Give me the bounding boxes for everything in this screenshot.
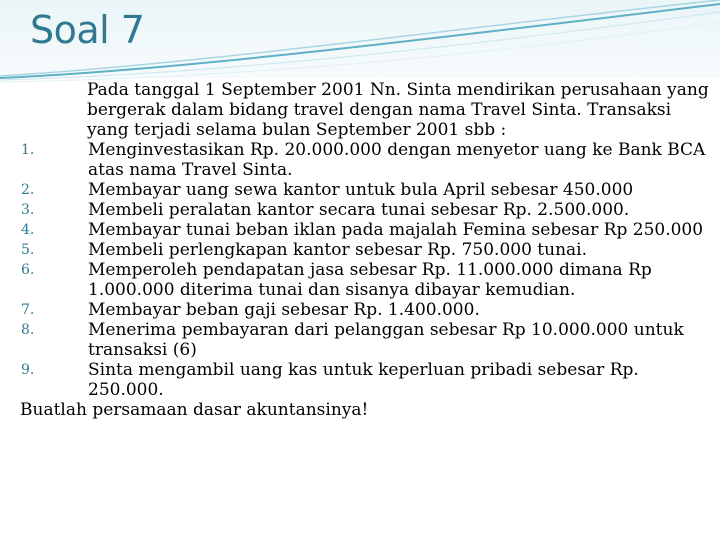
- list-item-number: 8.: [21, 322, 35, 338]
- list-item: [20, 180, 710, 200]
- list-item-text: Membayar uang sewa kantor untuk bula April sebesar 450.000: [88, 180, 634, 200]
- list-item: [20, 200, 710, 220]
- list-item: [20, 220, 710, 240]
- list-item-text: Membayar tunai beban iklan pada majalah Femina sebesar Rp 250.000: [88, 220, 704, 240]
- list-item: [20, 140, 710, 180]
- list-item-text: Membeli perlengkapan kantor sebesar Rp. 750.000 tunai.: [88, 240, 588, 260]
- list-item-number: 5.: [21, 242, 35, 258]
- slide-content: [20, 80, 710, 420]
- closing-instruction: Buatlah persamaan dasar akuntansinya!: [20, 400, 369, 420]
- list-item-text: Menerima pembayaran dari pelanggan sebesar Rp 10.000.000 untuk transaksi (6): [88, 320, 684, 360]
- list-item: [20, 320, 710, 360]
- list-item-number: 6.: [21, 262, 35, 278]
- list-item-number: 9.: [21, 362, 35, 378]
- transaction-list: [20, 140, 710, 400]
- list-item-text: Memperoleh pendapatan jasa sebesar Rp. 11.000.000 dimana Rp 1.000.000 diterima tunai dan sisanya dibayar kemudian.: [88, 260, 652, 300]
- list-item-number: 4.: [21, 222, 35, 238]
- list-item-number: 7.: [21, 302, 35, 318]
- list-item: [20, 240, 710, 260]
- slide-title: Soal 7: [30, 8, 145, 52]
- list-item-text: Sinta mengambil uang kas untuk keperluan pribadi sebesar Rp. 250.000.: [88, 360, 639, 400]
- list-item: [20, 360, 710, 400]
- list-item-number: 1.: [21, 142, 35, 158]
- list-item-text: Membeli peralatan kantor secara tunai sebesar Rp. 2.500.000.: [88, 200, 630, 220]
- intro-paragraph: Pada tanggal 1 September 2001 Nn. Sinta mendirikan perusahaan yang bergerak dalam bidang travel dengan nama Travel Sinta. Transaksi yang terjadi selama bulan September 2001 sbb :: [87, 80, 709, 140]
- list-item: [20, 300, 710, 320]
- list-item: [20, 260, 710, 300]
- list-item-number: 2.: [21, 182, 35, 198]
- list-item-text: Menginvestasikan Rp. 20.000.000 dengan menyetor uang ke Bank BCA atas nama Travel Sinta.: [88, 140, 706, 180]
- list-item-number: 3.: [21, 202, 35, 218]
- list-item-text: Membayar beban gaji sebesar Rp. 1.400.000.: [88, 300, 480, 320]
